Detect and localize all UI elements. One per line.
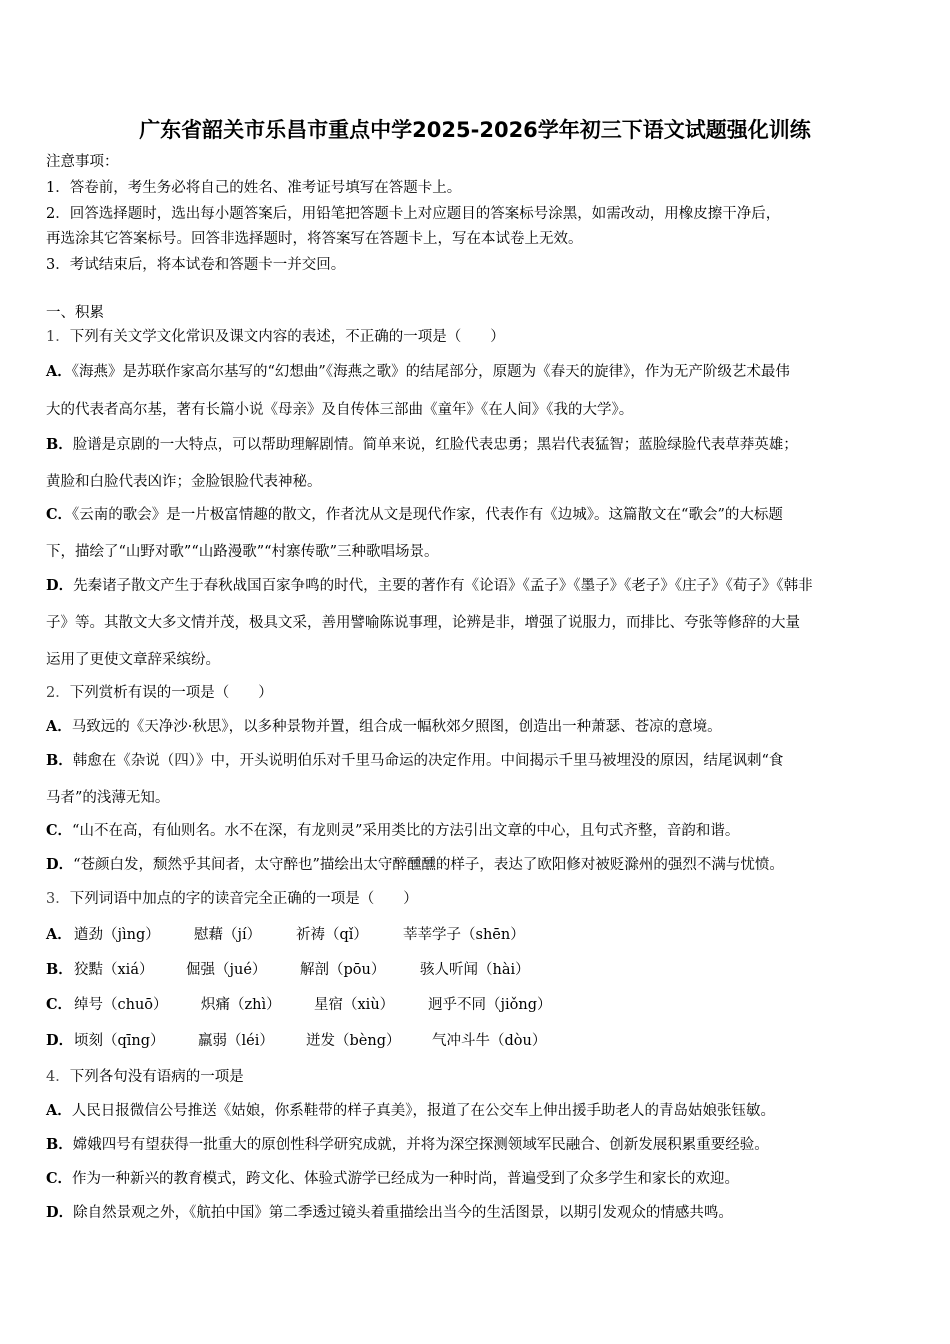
q1-option-a	[46, 360, 790, 381]
word-item: 狡黠（xiá）	[74, 962, 154, 978]
question-text: 下列各句没有语病的一项是	[69, 1069, 244, 1085]
question-2-stem	[46, 681, 273, 702]
q2-option-b	[46, 749, 783, 770]
option-text: 先秦诸子散文产生于春秋战国百家争鸣的时代，主要的著作有《论语》《孟子》《墨子》《老子》《庄子》《荀子》《韩非	[73, 578, 813, 594]
notice-item-2-cont: 再选涂其它答案标号。回答非选择题时，将答案写在答题卡上，写在本试卷上无效。	[46, 231, 583, 247]
option-text: 韩愈在《杂说（四）》中，开头说明伯乐对千里马命运的决定作用。中间揭示千里马被埋没的原因，结尾讽刺“食	[72, 753, 784, 769]
option-text: 马致远的《天净沙·秋思》，以多种景物并置，组合成一幅秋郊夕照图，创造出一种萧瑟、苍凉的意境。	[71, 719, 722, 735]
word-item: 炽痛（zhì）	[201, 997, 281, 1013]
question-3-stem	[46, 887, 418, 908]
word-item: 星宿（xiù）	[314, 997, 395, 1013]
q4-option-b	[46, 1133, 769, 1154]
q4-option-c	[46, 1167, 739, 1188]
q4-option-d	[46, 1201, 733, 1222]
option-text: 《海燕》是苏联作家高尔基写的“幻想曲”《海燕之歌》的结尾部分，原题为《春天的旋律》，作为无产阶级艺术最伟	[71, 364, 790, 380]
option-text: 嫦娥四号有望获得一批重大的原创性科学研究成就，并将为深空探测领域军民融合、创新发展积累重要经验。	[72, 1137, 769, 1153]
q2-option-c	[46, 819, 739, 840]
q3-option-d	[46, 1029, 547, 1050]
q3-option-c	[46, 993, 552, 1014]
word-item: 慰藉（jí）	[194, 927, 262, 943]
option-label: D．	[46, 856, 74, 873]
word-item: 迸发（bèng）	[306, 1033, 401, 1049]
option-label: C．	[46, 996, 73, 1013]
q1-option-c-cont: 下，描绘了“山野对歌”“山路漫歌”“村寨传歌”三种歌唱场景。	[46, 544, 439, 560]
question-text: 下列赏析有误的一项是（ ）	[69, 685, 273, 701]
option-label: A．	[46, 718, 72, 735]
q2-option-b-cont: 马者”的浅薄无知。	[46, 790, 170, 806]
option-text: 作为一种新兴的教育模式，跨文化、体验式游学已经成为一种时尚，普遍受到了众多学生和家长的欢迎。	[72, 1171, 740, 1187]
word-item: 绰号（chuō）	[74, 997, 168, 1013]
notice-heading: 注意事项：	[46, 154, 119, 170]
q2-option-a	[46, 715, 722, 736]
q1-option-d-cont: 子》等。其散文大多文情并茂，极具文采，善用譬喻陈说事理，论辨是非，增强了说服力，而排比、夸张等修辞的大量	[46, 615, 800, 631]
question-text: 下列有关文学文化常识及课文内容的表述，不正确的一项是（ ）	[69, 329, 505, 345]
q1-option-d-cont-2: 运用了更使文章辞采缤纷。	[46, 652, 220, 668]
word-item: 莘莘学子（shēn）	[403, 927, 525, 943]
option-label: A．	[46, 926, 72, 943]
option-text: “苍颜白发，颓然乎其间者，太守醉也”描绘出太守醉醺醺的样子，表达了欧阳修对被贬滁州的强烈不满与忧愤。	[73, 857, 784, 873]
option-text: 除自然景观之外，《航拍中国》第二季透过镜头着重描绘出当今的生活图景，以期引发观众的情感共鸣。	[73, 1205, 733, 1221]
option-label: B．	[46, 436, 73, 453]
option-label: B．	[46, 961, 73, 978]
page-title: 广东省韶关市乐昌市重点中学2025-2026学年初三下语文试题强化训练	[139, 118, 811, 142]
question-number: 2．	[46, 685, 70, 701]
question-text: 下列词语中加点的字的读音完全正确的一项是（ ）	[69, 891, 418, 907]
q2-option-d	[46, 853, 784, 874]
option-label: D．	[46, 1032, 74, 1049]
notice-item-2: 2．回答选择题时，选出每小题答案后，用铅笔把答题卡上对应题目的答案标号涂黑，如需改动，用橡皮擦干净后，	[46, 206, 781, 222]
word-item: 骇人听闻（hài）	[420, 962, 530, 978]
notice-item-1: 1．答卷前，考生务必将自己的姓名、准考证号填写在答题卡上。	[46, 180, 462, 196]
q1-option-b-cont: 黄脸和白脸代表凶诈；金脸银脸代表神秘。	[46, 474, 322, 490]
option-label: A．	[46, 363, 72, 380]
q1-option-a-cont: 大的代表者高尔基，著有长篇小说《母亲》及自传体三部曲《童年》《在人间》《我的大学》。	[46, 402, 634, 418]
section-heading: 一、积累	[46, 305, 104, 321]
word-item: 顷刻（qīng）	[74, 1033, 165, 1049]
option-label: C．	[46, 1170, 73, 1187]
word-item: 解剖（pōu）	[300, 962, 386, 978]
option-label: C．	[46, 822, 73, 839]
option-label: D．	[46, 577, 74, 594]
q4-option-a	[46, 1099, 775, 1120]
question-4-stem	[46, 1065, 244, 1086]
question-number: 1．	[46, 329, 70, 345]
word-item: 祈祷（qǐ）	[296, 927, 368, 943]
question-1-stem	[46, 325, 505, 346]
word-item: 迥乎不同（jiǒng）	[428, 997, 552, 1013]
option-label: C．	[46, 506, 73, 523]
option-text: “山不在高，有仙则名。水不在深，有龙则灵”采用类比的方法引出文章的中心，且句式齐整，音韵和谐。	[72, 823, 740, 839]
word-item: 气冲斗牛（dòu）	[432, 1033, 547, 1049]
question-number: 4．	[46, 1069, 70, 1085]
q3-option-a	[46, 923, 525, 944]
q1-option-c	[46, 503, 783, 524]
option-text: 脸谱是京剧的一大特点，可以帮助理解剧情。简单来说，红脸代表忠勇；黑岩代表猛智；蓝脸绿脸代表草莽英雄；	[72, 437, 798, 453]
word-item: 倔强（jué）	[186, 962, 267, 978]
option-text: 《云南的歌会》是一片极富情趣的散文，作者沈从文是现代作家，代表作有《边城》。这篇散文在“歌会”的大标题	[72, 507, 783, 523]
q3-option-b	[46, 958, 530, 979]
q1-option-b	[46, 433, 798, 454]
q1-option-d	[46, 574, 813, 595]
notice-item-3: 3．考试结束后，将本试卷和答题卡一并交回。	[46, 257, 346, 273]
question-number: 3．	[46, 891, 70, 907]
word-item: 羸弱（léi）	[198, 1033, 274, 1049]
option-label: A．	[46, 1102, 72, 1119]
option-text: 人民日报微信公号推送《姑娘，你系鞋带的样子真美》，报道了在公交车上伸出援手助老人的青岛姑娘张钰敏。	[71, 1103, 776, 1119]
option-label: B．	[46, 752, 73, 769]
option-label: B．	[46, 1136, 73, 1153]
word-item: 遒劲（jìng）	[74, 927, 160, 943]
option-label: D．	[46, 1204, 74, 1221]
